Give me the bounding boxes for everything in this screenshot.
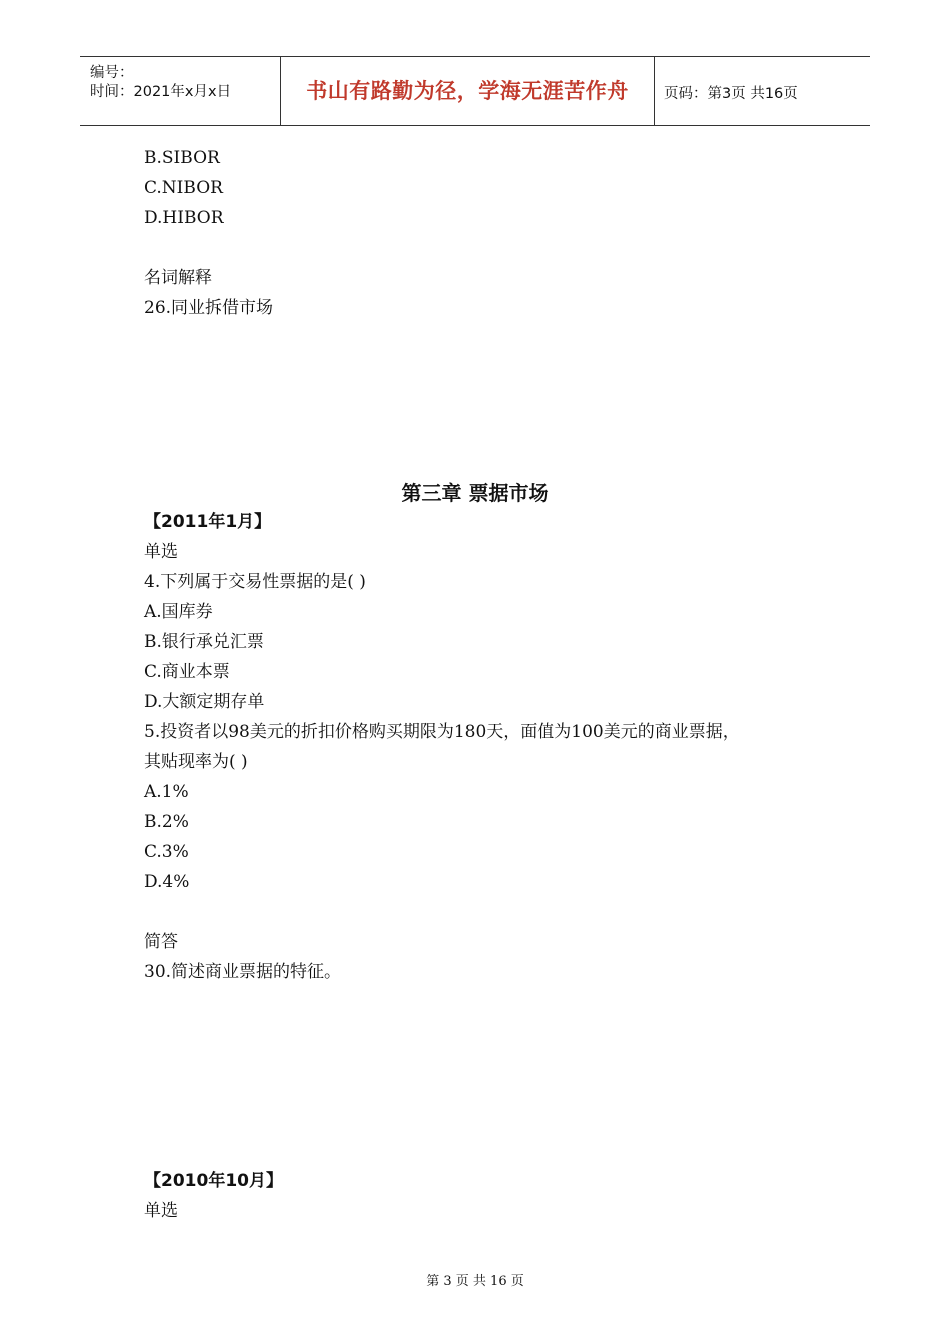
question-5-line2: 其贴现率为( ) bbox=[144, 752, 248, 772]
header-left-cell bbox=[80, 57, 281, 125]
question-type-single-choice: 单选 bbox=[144, 542, 178, 562]
header-motto: 书山有路勤为径，学海无涯苦作舟 bbox=[306, 79, 629, 103]
question-4: 4.下列属于交易性票据的是( ) bbox=[144, 572, 366, 592]
section-date-2010-10: 【2010年10月】 bbox=[144, 1171, 283, 1191]
short-answer-label: 简答 bbox=[144, 932, 178, 952]
header-page-info: 页码：第3页 共16页 bbox=[664, 86, 798, 102]
question-30: 30.简述商业票据的特征。 bbox=[144, 962, 342, 982]
time-label: 时间：2021年x月x日 bbox=[90, 84, 232, 100]
q4-option-b: B.银行承兑汇票 bbox=[144, 632, 264, 652]
q4-option-a: A.国库券 bbox=[144, 602, 213, 622]
q5-option-c: C.3% bbox=[144, 842, 189, 862]
q5-option-a: A.1% bbox=[144, 782, 189, 802]
page-footer: 第 3 页 共 16 页 bbox=[426, 1274, 524, 1289]
header-middle-cell bbox=[281, 57, 655, 125]
q4-option-c: C.商业本票 bbox=[144, 662, 230, 682]
option-c-nibor: C.NIBOR bbox=[144, 178, 223, 198]
page-header bbox=[80, 56, 870, 126]
question-5-line1: 5.投资者以98美元的折扣价格购买期限为180天，面值为100美元的商业票据， bbox=[144, 722, 740, 742]
chapter-title: 第三章 票据市场 bbox=[401, 481, 549, 505]
question-26: 26.同业拆借市场 bbox=[144, 298, 274, 318]
option-b-sibor: B.SIBOR bbox=[144, 148, 220, 168]
term-explanation-label: 名词解释 bbox=[144, 268, 212, 288]
section-date-2011-01: 【2011年1月】 bbox=[144, 512, 272, 532]
header-right-cell bbox=[656, 57, 870, 125]
q5-option-d: D.4% bbox=[144, 872, 190, 892]
number-label: 编号： bbox=[90, 65, 134, 81]
option-d-hibor: D.HIBOR bbox=[144, 208, 224, 228]
q4-option-d: D.大额定期存单 bbox=[144, 692, 265, 712]
question-type-single-choice-2: 单选 bbox=[144, 1201, 178, 1221]
q5-option-b: B.2% bbox=[144, 812, 189, 832]
